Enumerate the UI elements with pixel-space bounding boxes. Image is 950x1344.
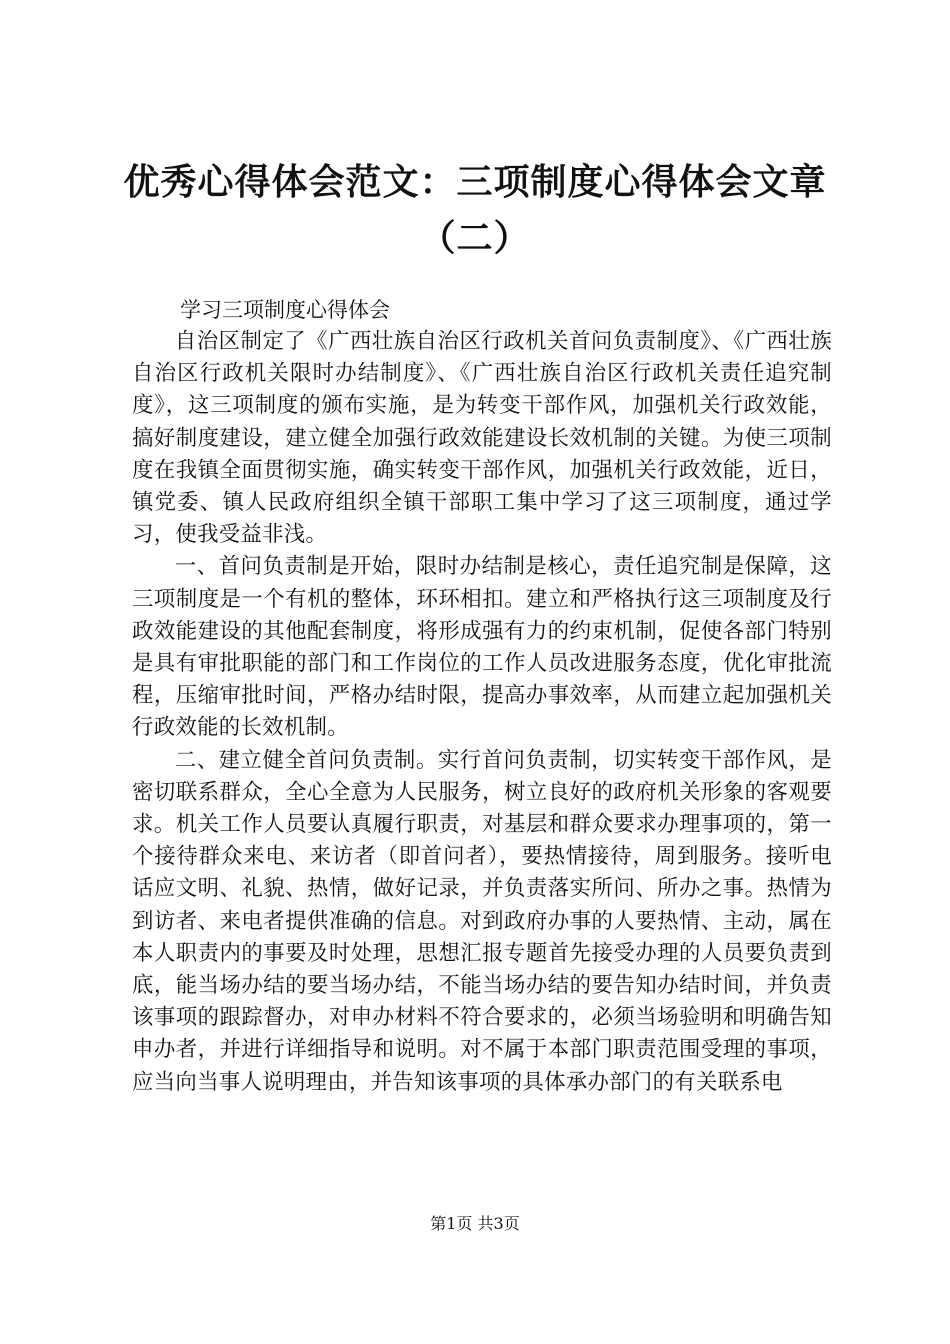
document-body — [132, 326, 832, 1099]
paragraph: 二、建立健全首问负责制。实行首问负责制，切实转变干部作风，是密切联系群众，全心全意为人民服务，树立良好的政府机关形象的客观要求。机关工作人员要认真履行职责，对基层和群众要求办理事项的，第一个接待群众来电、来访者（即首问者），要热情接待，周到服务。接听电话应文明、礼貌、热情，做好记录，并负责落实所问、所办之事。热情为到访者、来电者提供准确的信息。对到政府办事的人要热情、主动，属在本人职责内的事要及时处理，思想汇报专题首先接受办理的人员要负责到底，能当场办结的要当场办结，不能当场办结的要告知办结时间，并负责该事项的跟踪督办，对申办材料不符合要求的，必须当场验明和明确告知申办者，并进行详细指导和说明。对不属于本部门职责范围受理的事项，应当向当事人说明理由，并告知该事项的具体承办部门的有关联系电 — [132, 747, 832, 1095]
document-title: 优秀心得体会范文：三项制度心得体会文章（二） — [123, 162, 827, 259]
paragraph: 自治区制定了《广西壮族自治区行政机关首问负责制度》、《广西壮族自治区行政机关限时办结制度》、《广西壮族自治区行政机关责任追究制度》，这三项制度的颁布实施，是为转变干部作风，加强机关行政效能，搞好制度建设，建立健全加强行政效能建设长效机制的关键。为使三项制度在我镇全面贯彻实施，确实转变干部作风，加强机关行政效能，近日，镇党委、镇人民政府组织全镇干部职工集中学习了这三项制度，通过学习，使我受益非浅。 — [132, 329, 832, 548]
paragraph: 一、首问负责制是开始，限时办结制是核心，责任追究制是保障，这三项制度是一个有机的整体，环环相扣。建立和严格执行这三项制度及行政效能建设的其他配套制度，将形成强有力的约束机制，促使各部门特别是具有审批职能的部门和工作岗位的工作人员改进服务态度，优化审批流程，压缩审批时间，严格办结时限，提高办事效率，从而建立起加强机关行政效能的长效机制。 — [132, 554, 832, 741]
document-subtitle: 学习三项制度心得体会 — [180, 298, 390, 322]
page-footer: 第1页 共3页 — [430, 1214, 520, 1233]
